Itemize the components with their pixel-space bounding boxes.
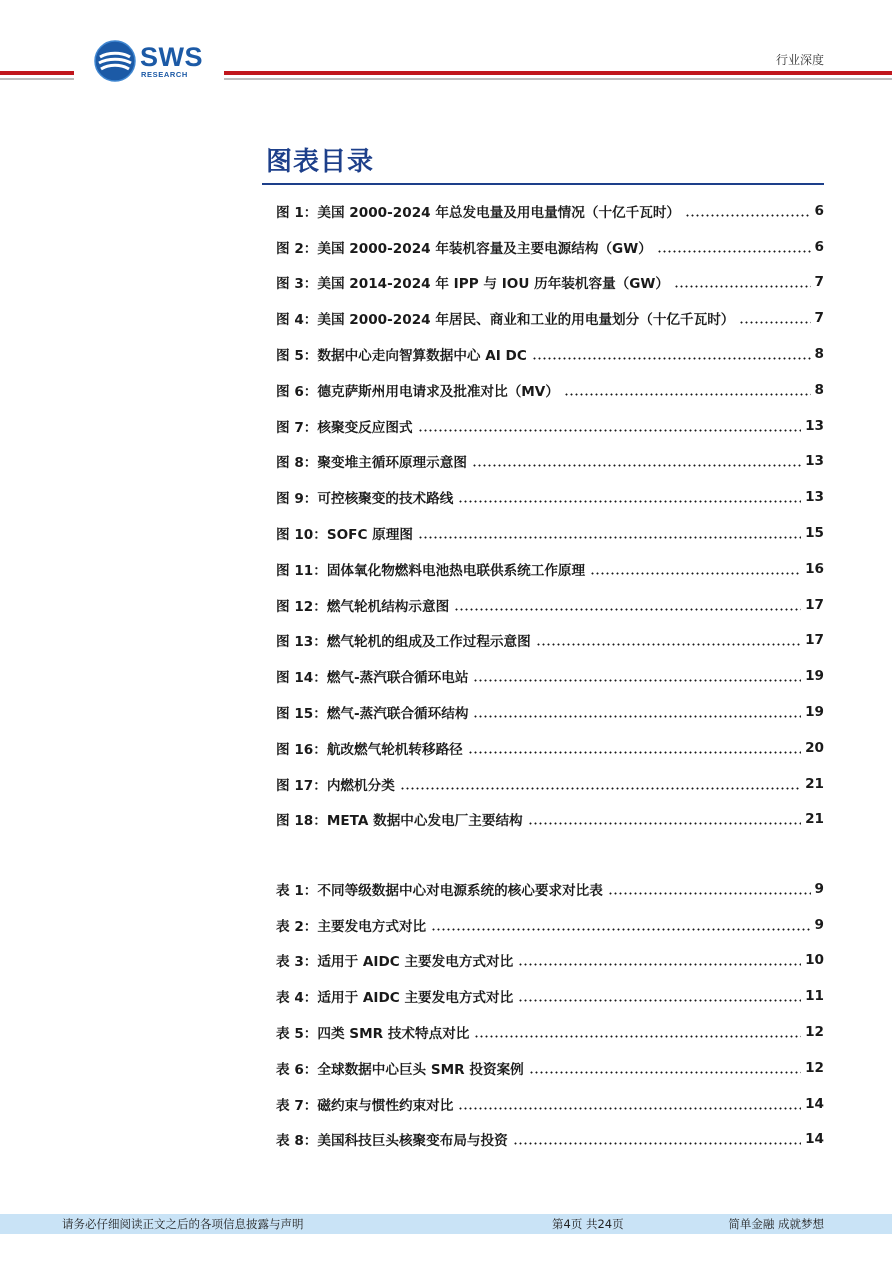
toc-figure-entry[interactable] xyxy=(276,730,824,766)
toc-table-entry[interactable] xyxy=(276,1122,824,1158)
page-title: 图表目录 xyxy=(266,147,375,177)
toc-table-entry[interactable] xyxy=(276,943,824,979)
toc-entry-page: 13 xyxy=(805,417,824,434)
tables-list xyxy=(276,871,824,1157)
dot-leader xyxy=(518,963,801,966)
toc-entry-label: 图 4：美国 2000-2024 年居民、商业和工业的用电量划分（十亿千瓦时） xyxy=(276,312,735,329)
toc-entry-page: 20 xyxy=(805,739,824,756)
toc-entry-page: 8 xyxy=(814,381,824,398)
toc-figure-entry[interactable] xyxy=(276,587,824,623)
dot-leader xyxy=(458,500,801,503)
toc-figure-entry[interactable] xyxy=(276,694,824,730)
sws-logo xyxy=(94,40,214,84)
toc-entry-page: 13 xyxy=(805,453,824,470)
footer-page-info: 第4页 共24页 xyxy=(552,1217,624,1231)
dot-leader xyxy=(528,822,801,825)
toc-entry-label: 图 6：德克萨斯州用电请求及批准对比（MV） xyxy=(276,383,559,400)
footer-slogan: 简单金融 成就梦想 xyxy=(728,1217,824,1231)
header-rule-right-red xyxy=(224,71,892,75)
toc-figure-entry[interactable] xyxy=(276,623,824,659)
dot-leader xyxy=(529,1071,801,1074)
toc-entry-label: 图 8：聚变堆主循环原理示意图 xyxy=(276,455,467,472)
toc-figure-entry[interactable] xyxy=(276,372,824,408)
dot-leader xyxy=(513,1142,801,1145)
toc-figure-entry[interactable] xyxy=(276,479,824,515)
toc-figure-entry[interactable] xyxy=(276,229,824,265)
dot-leader xyxy=(458,1107,801,1110)
dot-leader xyxy=(418,536,801,539)
toc-entry-label: 图 16：航改燃气轮机转移路径 xyxy=(276,741,463,758)
header-rule-left-red xyxy=(0,71,74,75)
logo-subtext: RESEARCH xyxy=(141,70,188,79)
dot-leader xyxy=(473,715,801,718)
toc-entry-page: 17 xyxy=(805,596,824,613)
toc-entry-page: 9 xyxy=(814,880,824,897)
toc-entry-page: 12 xyxy=(805,1024,824,1041)
toc-entry-label: 图 1：美国 2000-2024 年总发电量及用电量情况（十亿千瓦时） xyxy=(276,204,681,221)
toc-entry-label: 表 8：美国科技巨头核聚变布局与投资 xyxy=(276,1133,508,1150)
toc-entry-label: 表 7：磁约束与惯性约束对比 xyxy=(276,1097,454,1114)
toc-entry-label: 图 17：内燃机分类 xyxy=(276,777,395,794)
logo-text: SWS xyxy=(140,42,204,72)
toc-entry-label: 图 11：固体氧化物燃料电池热电联供系统工作原理 xyxy=(276,562,586,579)
dot-leader xyxy=(685,214,811,217)
dot-leader xyxy=(518,999,801,1002)
toc-table-entry[interactable] xyxy=(276,907,824,943)
toc-entry-page: 8 xyxy=(814,346,824,363)
toc-entry-page: 21 xyxy=(805,811,824,828)
toc-table-entry[interactable] xyxy=(276,1086,824,1122)
toc-table-entry[interactable] xyxy=(276,871,824,907)
toc-table-entry[interactable] xyxy=(276,1014,824,1050)
toc-entry-page: 11 xyxy=(805,988,824,1005)
toc-figure-entry[interactable] xyxy=(276,658,824,694)
toc-entry-label: 表 1：不同等级数据中心对电源系统的核心要求对比表 xyxy=(276,882,603,899)
toc-entry-page: 7 xyxy=(814,274,824,291)
toc-entry-label: 图 5：数据中心走向智算数据中心 AI DC xyxy=(276,348,527,365)
figures-list xyxy=(276,193,824,837)
toc-table-entry[interactable] xyxy=(276,1050,824,1086)
toc-figure-entry[interactable] xyxy=(276,551,824,587)
dot-leader xyxy=(473,679,801,682)
dot-leader xyxy=(468,751,801,754)
footer-disclaimer: 请务必仔细阅读正文之后的各项信息披露与声明 xyxy=(62,1217,304,1231)
toc-entry-label: 图 2：美国 2000-2024 年装机容量及主要电源结构（GW） xyxy=(276,240,652,257)
toc-entry-label: 图 7：核聚变反应图式 xyxy=(276,419,413,436)
toc-entry-page: 10 xyxy=(805,952,824,969)
toc-entry-page: 6 xyxy=(814,202,824,219)
dot-leader xyxy=(400,787,801,790)
dot-leader xyxy=(657,250,811,253)
toc-figure-entry[interactable] xyxy=(276,802,824,838)
toc-figure-entry[interactable] xyxy=(276,265,824,301)
dot-leader xyxy=(608,892,811,895)
toc-entry-label: 图 14：燃气-蒸汽联合循环电站 xyxy=(276,670,469,687)
toc-entry-page: 12 xyxy=(805,1059,824,1076)
toc-entry-label: 表 6：全球数据中心巨头 SMR 投资案例 xyxy=(276,1061,524,1078)
title-divider xyxy=(262,183,824,185)
dot-leader xyxy=(418,429,802,432)
toc-entry-page: 14 xyxy=(805,1131,824,1148)
dot-leader xyxy=(564,393,811,396)
toc-entry-label: 表 3：适用于 AIDC 主要发电方式对比 xyxy=(276,954,514,971)
header-rule-right-gray xyxy=(224,78,892,80)
report-category: 行业深度 xyxy=(775,53,824,67)
toc-figure-entry[interactable] xyxy=(276,336,824,372)
dot-leader xyxy=(431,928,810,931)
toc-entry-page: 9 xyxy=(814,916,824,933)
toc-entry-page: 17 xyxy=(805,632,824,649)
dot-leader xyxy=(536,643,801,646)
toc-figure-entry[interactable] xyxy=(276,408,824,444)
toc-entry-page: 19 xyxy=(805,704,824,721)
toc-figure-entry[interactable] xyxy=(276,766,824,802)
toc-figure-entry[interactable] xyxy=(276,444,824,480)
toc-figure-entry[interactable] xyxy=(276,193,824,229)
toc-entry-label: 表 5：四类 SMR 技术特点对比 xyxy=(276,1026,470,1043)
toc-entry-label: 表 4：适用于 AIDC 主要发电方式对比 xyxy=(276,990,514,1007)
sws-logo-icon xyxy=(94,40,136,82)
toc-entry-page: 15 xyxy=(805,525,824,542)
toc-entry-page: 16 xyxy=(805,560,824,577)
dot-leader xyxy=(532,357,811,360)
footer-bar xyxy=(0,1214,892,1234)
toc-entry-label: 图 12：燃气轮机结构示意图 xyxy=(276,598,450,615)
toc-entry-label: 图 15：燃气-蒸汽联合循环结构 xyxy=(276,706,469,723)
dot-leader xyxy=(590,572,801,575)
dot-leader xyxy=(474,1035,801,1038)
toc-table-entry[interactable] xyxy=(276,978,824,1014)
toc-entry-label: 表 2：主要发电方式对比 xyxy=(276,918,427,935)
toc-entry-page: 14 xyxy=(805,1095,824,1112)
toc-entry-page: 6 xyxy=(814,238,824,255)
dot-leader xyxy=(472,464,801,467)
toc-entry-page: 21 xyxy=(805,775,824,792)
toc-entry-label: 图 10：SOFC 原理图 xyxy=(276,527,413,544)
toc-entry-label: 图 13：燃气轮机的组成及工作过程示意图 xyxy=(276,634,531,651)
toc-entry-page: 13 xyxy=(805,489,824,506)
toc-entry-page: 19 xyxy=(805,668,824,685)
toc-entry-label: 图 9：可控核聚变的技术路线 xyxy=(276,491,454,508)
toc-figure-entry[interactable] xyxy=(276,300,824,336)
dot-leader xyxy=(454,608,801,611)
dot-leader xyxy=(674,285,811,288)
toc-figure-entry[interactable] xyxy=(276,515,824,551)
toc-entry-label: 图 18：META 数据中心发电厂主要结构 xyxy=(276,813,523,830)
toc-entry-page: 7 xyxy=(814,310,824,327)
toc-entry-label: 图 3：美国 2014-2024 年 IPP 与 IOU 历年装机容量（GW） xyxy=(276,276,669,293)
dot-leader xyxy=(739,321,810,324)
header-rule-left-gray xyxy=(0,78,74,80)
